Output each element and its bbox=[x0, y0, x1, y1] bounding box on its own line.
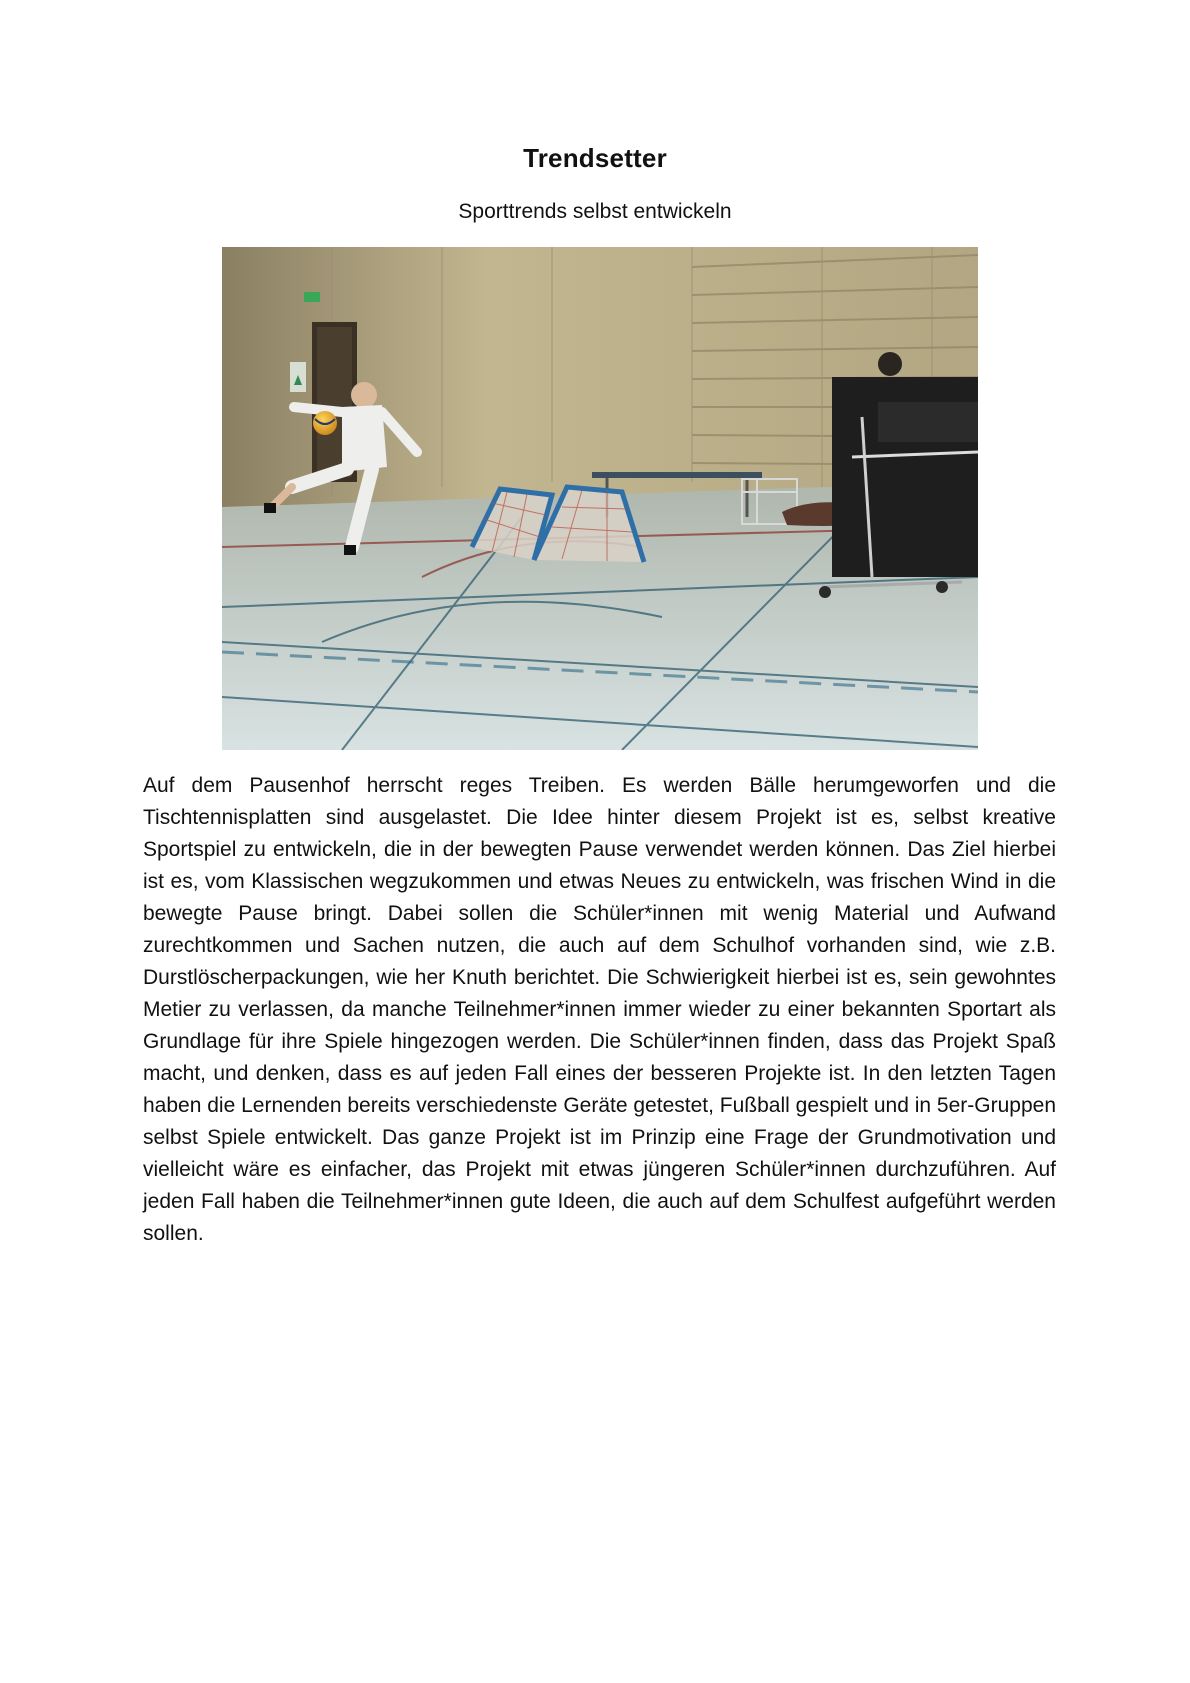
table-tennis-table bbox=[819, 377, 978, 598]
article-body: Auf dem Pausenhof herrscht reges Treiben. Es werden Bälle herumgeworfen und die Tischtennisplatten sind ausgelastet. Die Idee hinter diesem Projekt ist es, selbst kreative Sportspiel zu entwickeln, die in der bewegten Pause verwendet werden können. Das Ziel hierbei ist es, vom Klassischen wegzukommen und etwas Neues zu entwickeln, was frischen Wind in die bewegte Pause bringt. Dabei sollen die Schüler*innen mit wenig Material und Aufwand zurechtkommen und Sachen nutzen, die auch auf dem Schulhof vorhanden sind, wie z.B. Durstlöscherpackungen, wie her Knuth berichtet. Die Schwierigkeit hierbei ist es, sein gewohntes Metier zu verlassen, da manche Teilnehmer*innen immer wieder zu einer bekannten Sportart als Grundlage für ihre Spiele hingezogen werden. Die Schüler*innen finden, dass das Projekt Spaß macht, und denken, dass es auf jeden Fall eines der besseren Projekte ist. In den letzten Tagen haben die Lernenden bereits verschiedenste Geräte getestet, Fußball gespielt und in 5er-Gruppen selbst Spiele entwickelt. Das ganze Projekt ist im Prinzip eine Frage der Grundmotivation und vielleicht wäre es einfacher, das Projekt mit etwas jüngeren Schüler*innen durchzuführen. Auf jeden Fall haben die Teilnehmer*innen gute Ideen, die auch auf dem Schulfest aufgeführt werden sollen. bbox=[143, 774, 1056, 1245]
exit-sign bbox=[304, 292, 320, 302]
article-title: Trendsetter bbox=[523, 143, 667, 173]
article-photo bbox=[222, 247, 978, 750]
article-subtitle: Sporttrends selbst entwickeln bbox=[458, 200, 732, 223]
